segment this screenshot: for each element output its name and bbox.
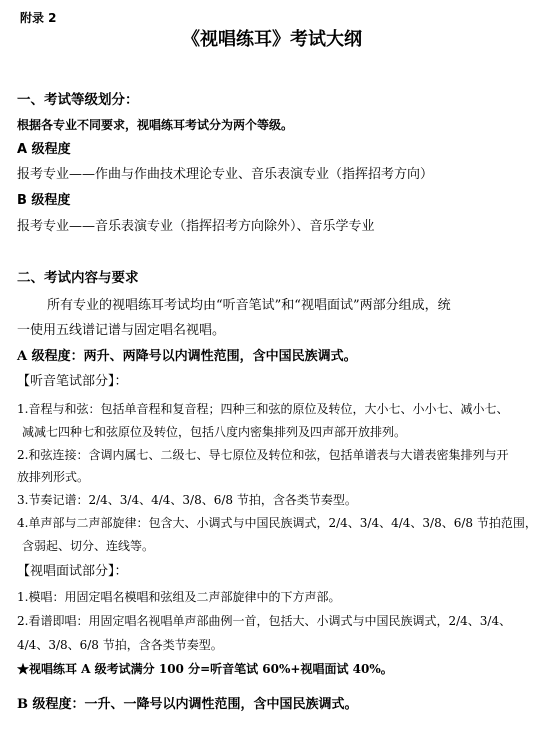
level-b-heading: B 级程度：一升、一降号以内调性范围，含中国民族调式。 <box>17 697 358 712</box>
written-item2-line1: 2.和弦连接：含调内属七、二级七、导七原位及转位和弦，包括单谱表与大谱表密集排列与开 <box>17 448 509 462</box>
oral-heading: 【视唱面试部分】： <box>17 564 128 579</box>
written-heading: 【听音笔试部分】： <box>17 374 128 389</box>
written-item4-line1: 4.单声部与二声部旋律：包含大、小调式与中国民族调式，2/4、3/4、4/4、3/8、6/8 节拍范围， <box>17 516 537 530</box>
appendix-label: 附录 2 <box>20 11 57 25</box>
written-item1-line2: 减减七四种七和弦原位及转位，包括八度内密集排列及四声部开放排列。 <box>22 425 407 439</box>
level-b-label: B 级程度 <box>17 193 71 208</box>
oral-item2-line1: 2.看谱即唱：用固定唱名视唱单声部曲例一首，包括大、小调式与中国民族调式，2/4、3/4、 <box>17 614 512 628</box>
level-a-heading: A 级程度：两升、两降号以内调性范围，含中国民族调式。 <box>17 349 357 364</box>
section2-para-line2: 一使用五线谱记谱与固定唱名视唱。 <box>17 323 226 338</box>
level-a-label: A 级程度 <box>17 142 71 157</box>
level-a-desc: 报考专业——作曲与作曲技术理论专业、音乐表演专业（指挥招考方向） <box>17 167 434 182</box>
oral-item2-line2: 4/4、3/8、6/8 节拍，含各类节奏型。 <box>17 638 223 652</box>
section1-heading: 一、考试等级划分： <box>17 92 139 108</box>
written-item2-line2: 放排列形式。 <box>17 470 90 484</box>
written-item4-line2: 含弱起、切分、连线等。 <box>22 539 155 553</box>
score-note: ★视唱练耳 A 级考试满分 100 分=听音笔试 60%+视唱面试 40%。 <box>17 662 393 676</box>
section2-para-line1: 所有专业的视唱练耳考试均由“听音笔试”和“视唱面试”两部分组成，统 <box>47 298 451 313</box>
oral-item1: 1.模唱：用固定唱名模唱和弦组及二声部旋律中的下方声部。 <box>17 590 341 604</box>
written-item3: 3.节奏记谱：2/4、3/4、4/4、3/8、6/8 节拍，含各类节奏型。 <box>17 493 357 507</box>
written-item1-line1: 1.音程与和弦：包括单音程和复音程；四种三和弦的原位及转位，大小七、小小七、减小七、 <box>17 402 509 416</box>
level-b-desc: 报考专业——音乐表演专业（指挥招考方向除外）、音乐学专业 <box>17 219 375 234</box>
page-title: 《视唱练耳》考试大纲 <box>182 29 362 50</box>
section1-intro: 根据各专业不同要求，视唱练耳考试分为两个等级。 <box>17 118 294 132</box>
section2-heading: 二、考试内容与要求 <box>17 270 139 286</box>
